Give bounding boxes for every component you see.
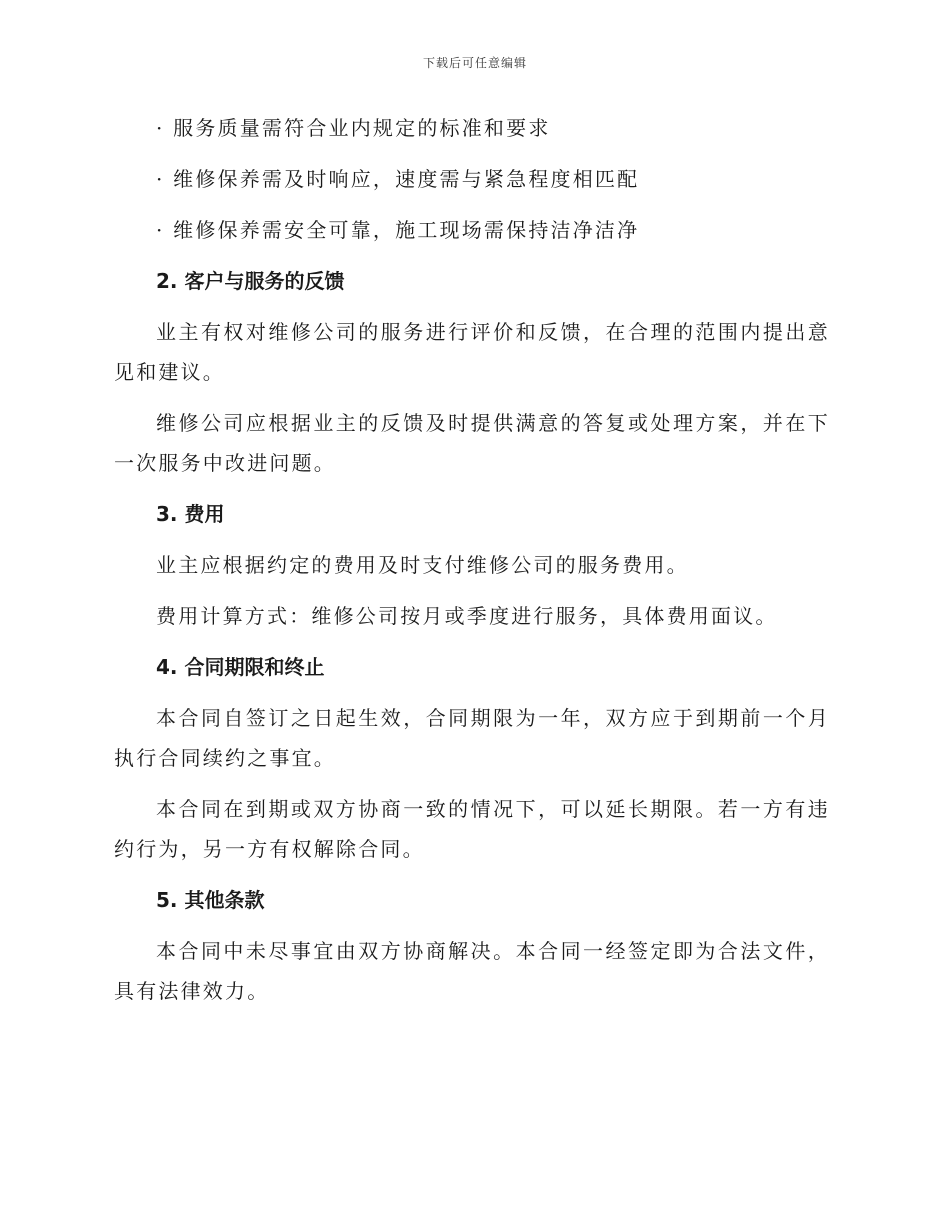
- paragraph: 费用计算方式：维修公司按月或季度进行服务，具体费用面议。: [156, 604, 778, 628]
- section-heading-feedback: 2. 客户与服务的反馈: [156, 269, 345, 293]
- paragraph: 本合同自签订之日起生效，合同期限为一年，双方应于到期前一个月执行合同续约之事宜。: [114, 706, 830, 770]
- bullet-item: · 维修保养需及时响应，速度需与紧急程度相匹配: [156, 167, 640, 191]
- bullet-item: · 服务质量需符合业内规定的标准和要求: [156, 116, 551, 140]
- section-heading-fees: 3. 费用: [156, 502, 225, 526]
- paragraph: 维修公司应根据业主的反馈及时提供满意的答复或处理方案，并在下一次服务中改进问题。: [114, 411, 830, 475]
- paragraph: 业主应根据约定的费用及时支付维修公司的服务费用。: [156, 553, 689, 577]
- section-heading-term: 4. 合同期限和终止: [156, 655, 325, 679]
- paragraph: 本合同中未尽事宜由双方协商解决。本合同一经签定即为合法文件，具有法律效力。: [114, 939, 830, 1003]
- paragraph: 本合同在到期或双方协商一致的情况下，可以延长期限。若一方有违约行为，另一方有权解除合同。: [114, 797, 830, 861]
- section-heading-other: 5. 其他条款: [156, 888, 265, 912]
- paragraph: 业主有权对维修公司的服务进行评价和反馈，在合理的范围内提出意见和建议。: [114, 320, 830, 384]
- document-body: [114, 108, 830, 1022]
- bullet-item: · 维修保养需安全可靠，施工现场需保持洁净洁净: [156, 218, 640, 242]
- page-header: 下载后可任意编辑: [422, 56, 527, 70]
